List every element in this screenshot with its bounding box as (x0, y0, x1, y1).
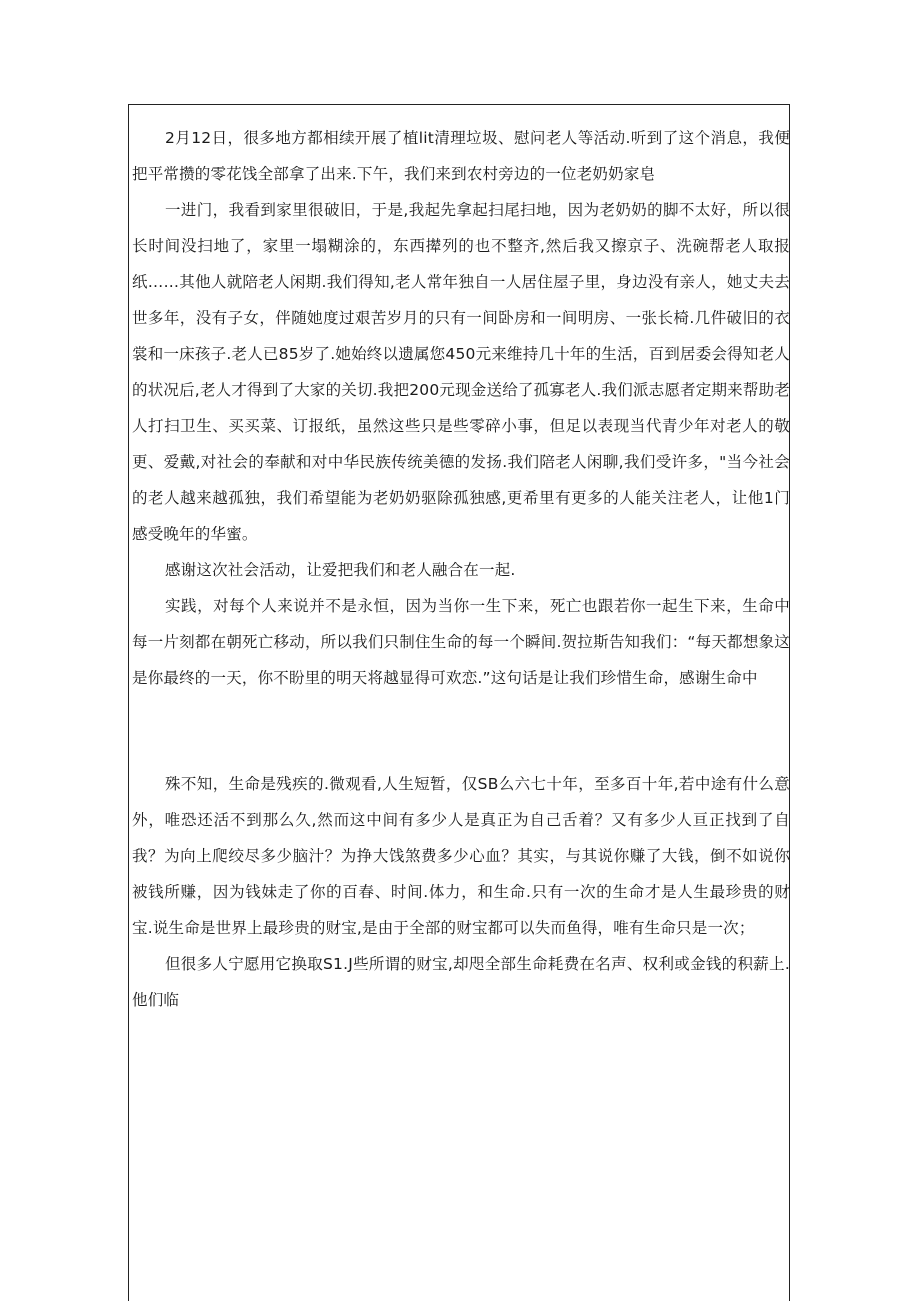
paragraph-activity-intro: 2月12日，很多地方都相续开展了植lit清理垃圾、慰问老人等活动.听到了这个消息，我便把平常攒的零花饯全部拿了出来.下午，我们来到农村旁边的一位老奶奶家皂 (132, 129, 790, 183)
paragraph-visit-details: 一进门，我看到家里很破旧，于是,我起先拿起扫尾扫地，因为老奶奶的脚不太好，所以很长时间没扫地了，家里一塌糊涂的，东西撵列的也不整齐,然后我又擦京子、洗碗帮老人取报纸……其他人就陪老人闲期.我们得知,老人常年独自一人居住屋子里，身边没有亲人，她丈夫去世多年，没有子女，伴随她度过艰苦岁月的只有一间卧房和一间明房、一张长椅.几件破旧的衣裳和一床孩子.老人已85岁了.她始终以遗属您450元来维持几十年的生活，百到居委会得知老人的状况后,老人才得到了大家的关切.我把200元现金送给了孤寡老人.我们派志愿者定期来帮助老人打扫卫生、买买菜、订报纸，虽然这些只是些零碎小事，但足以表现当代青少年对老人的敬更、爱戴,对社会的奉献和对中华民族传统美德的发扬.我们陪老人闲聊,我们受许多，"当今社会的老人越来越孤独，我们希望能为老奶奶驱除孤独感,更希里有更多的人能关注老人，让他1门感受晚年的华蜜。 (132, 201, 790, 543)
paragraph-life-precious: 殊不知，生命是残疾的.微观看,人生短暂，仅SB么六七十年，至多百十年,若中途有什么意外，唯恐还活不到那么久,然而这中间有多少人是真正为自己舌着？又有多少人亘正找到了自我？为向上爬绞尽多少脑汁？为挣大饯煞费多少心血？其实，与其说你赚了大钱，倒不如说你被钱所赚，因为钱妹走了你的百春、时间.体力，和生命.只有一次的生命才是人生最珍贵的财宝.说生命是世界上最珍贵的财宝,是由于全部的财宝都可以失而鱼得，唯有生命只是一次； (132, 775, 790, 937)
paragraph-practice-life: 实践，对每个人来说并不是永恒，因为当你一生下来，死亡也跟若你一起生下来，生命中每一片刻都在朝死亡移动，所以我们只制住生命的每一个瞬间.贺拉斯告知我们：“每天都想象这是你最终的一天，你不盼里的明天将越显得可欢恋.”这句话是让我们珍惜生命，感谢生命中 (132, 597, 790, 687)
paragraph-thanks: 感谢这次社会活动，让爱把我们和老人融合在一起. (165, 561, 516, 579)
paragraph-wealth: 但很多人宁愿用它换取S1.J些所谓的财宝,却咫全部生命耗费在名声、权利或金钱的积薪上.他们临 (132, 955, 790, 1009)
section-gap (132, 696, 790, 766)
document-body (132, 120, 790, 1018)
